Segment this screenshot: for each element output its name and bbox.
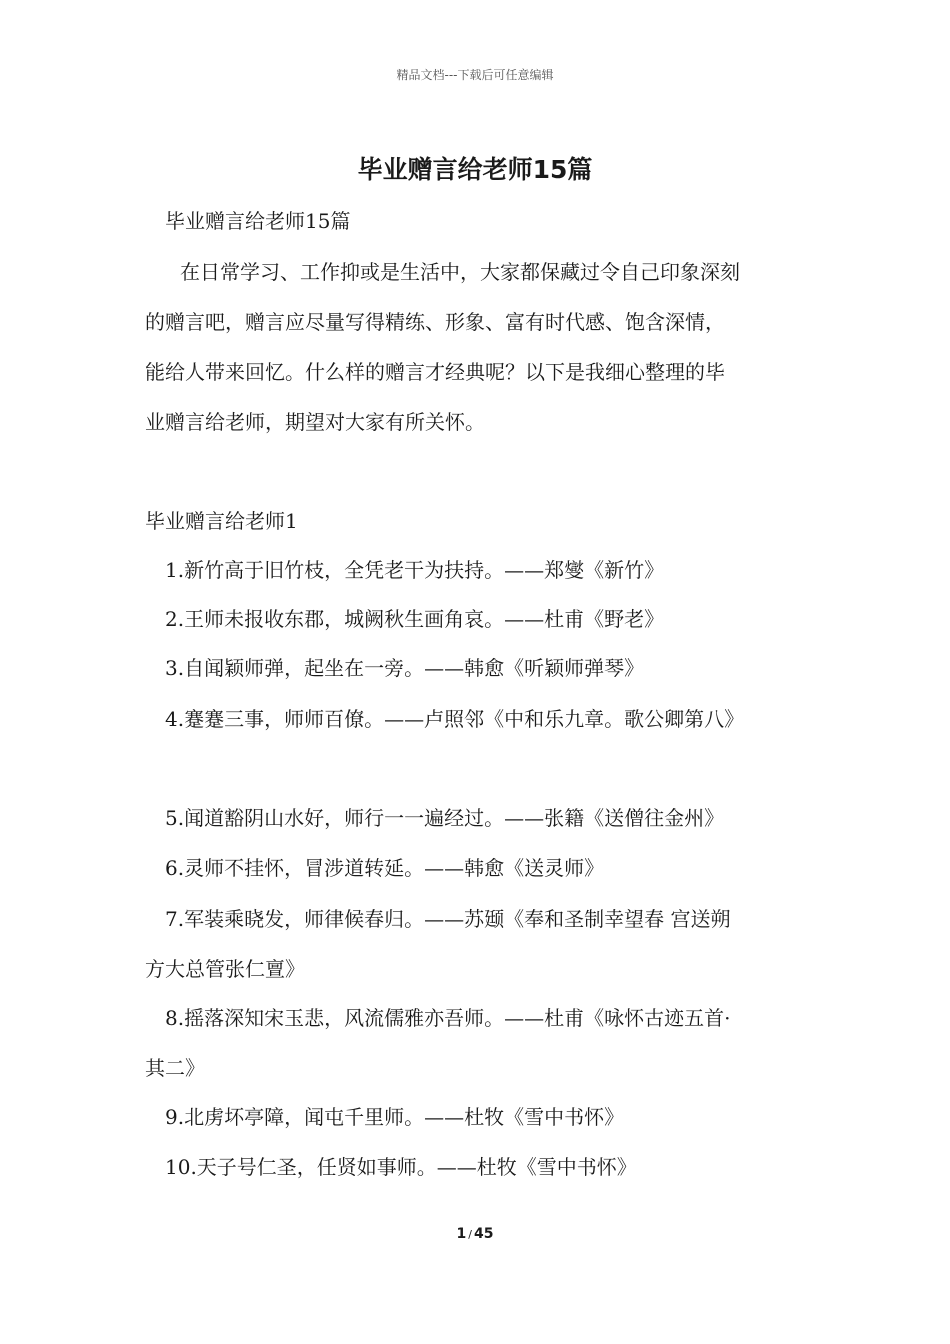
intro-line-1: 在日常学习、工作抑或是生活中，大家都保藏过令自己印象深刻 [180, 260, 740, 284]
list-item: 6.灵师不挂怀，冒涉道转延。——韩愈《送灵师》 [165, 856, 605, 880]
intro-line-4: 业赠言给老师，期望对大家有所关怀。 [145, 410, 485, 434]
section-heading: 毕业赠言给老师1 [145, 509, 298, 533]
subtitle: 毕业赠言给老师15篇 [165, 209, 351, 233]
list-item: 9.北虏坏亭障，闻屯千里师。——杜牧《雪中书怀》 [165, 1105, 625, 1129]
list-item: 4.蹇蹇三事，师师百僚。——卢照邻《中和乐九章。歌公卿第八》 [165, 707, 745, 731]
list-item: 1.新竹高于旧竹枝，全凭老干为扶持。——郑燮《新竹》 [165, 558, 665, 582]
list-item: 7.军装乘晓发，师律候春归。——苏颋《奉和圣制幸望春 宫送朔 [165, 907, 731, 931]
list-item: 3.自闻颖师弹，起坐在一旁。——韩愈《听颖师弹琴》 [165, 656, 645, 680]
list-item: 5.闻道豁阴山水好，师行一一遍经过。——张籍《送僧往金州》 [165, 806, 725, 830]
list-item: 10.天子号仁圣，任贤如事师。——杜牧《雪中书怀》 [165, 1155, 637, 1179]
list-item: 8.摇落深知宋玉悲，风流儒雅亦吾师。——杜甫《咏怀古迹五首· [165, 1006, 731, 1030]
current-page: 1 [456, 1226, 467, 1242]
list-item-continuation: 其二》 [145, 1056, 205, 1080]
list-item: 2.王师未报收东郡，城阙秋生画角哀。——杜甫《野老》 [165, 607, 665, 631]
intro-line-3: 能给人带来回忆。什么样的赠言才经典呢？以下是我细心整理的毕 [145, 360, 725, 384]
document-title: 毕业赠言给老师15篇 [357, 155, 593, 184]
page-header: 精品文档---下载后可任意编辑 [396, 68, 554, 82]
page-number [0, 1226, 950, 1242]
list-item-continuation: 方大总管张仁亶》 [145, 957, 305, 981]
page-separator: / [468, 1228, 472, 1241]
intro-line-2: 的赠言吧，赠言应尽量写得精练、形象、富有时代感、饱含深情， [145, 310, 725, 334]
total-pages: 45 [473, 1226, 494, 1242]
